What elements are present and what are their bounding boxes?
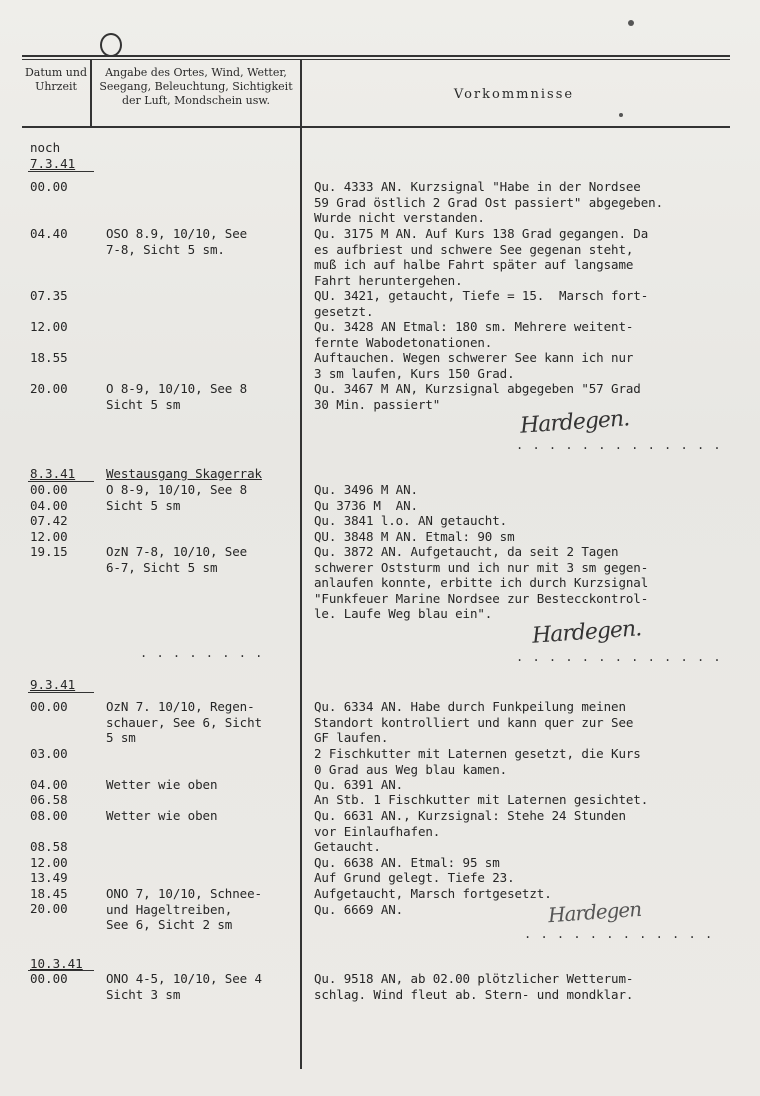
header-bottom-rule (22, 126, 730, 128)
entry-time: 18.55 (30, 350, 68, 365)
entry-time: noch (30, 140, 61, 155)
entry-conditions: OzN 7. 10/10, Regen- schauer, See 6, Sicht 5 sm (106, 699, 262, 746)
signature-icon: Hardegen (547, 896, 642, 928)
entry-time: 07.42 (30, 513, 68, 528)
entry-conditions: ONO 4-5, 10/10, See 4 Sicht 3 sm (106, 971, 262, 1002)
entry-event: Qu. 9518 AN, ab 02.00 plötzlicher Wetterum- schlag. Wind fleut ab. Stern- und mondklar. (314, 971, 634, 1002)
entry-event: Qu. 6334 AN. Habe durch Funkpeilung meinen Standort kontrolliert und kann quer zur See GF laufen. (314, 699, 634, 746)
entry-event: Getaucht. (314, 839, 381, 854)
entry-date: 10.3.41 (30, 956, 83, 971)
entry-event: An Stb. 1 Fischkutter mit Laternen gesichtet. (314, 792, 649, 807)
separator-dots: . . . . . . . . . . . . . (516, 438, 722, 452)
entry-time: 06.58 (30, 792, 68, 807)
entry-date: 7.3.41 (30, 156, 76, 171)
entry-event: Qu. 3467 M AN, Kurzsignal abgegeben "57 Grad 30 Min. passiert" (314, 381, 641, 412)
entry-conditions: Wetter wie oben (106, 808, 218, 823)
separator-dots: . . . . . . . . . . . . (524, 927, 714, 941)
entry-event: Qu. 3872 AN. Aufgetaucht, da seit 2 Tagen schwerer Oststurm und ich nur mit 3 sm gegen- anlaufen konnte, erbitte ich durch Kurzsignal "Funkfeuer Marine Nordsee zur Bestecckontrol- le. Laufe Weg blau ein". (314, 544, 649, 622)
signature-icon: Hardegen. (519, 406, 630, 439)
entry-time: 04.00 (30, 777, 68, 792)
entry-time: 08.58 (30, 839, 68, 854)
entry-time: 13.49 (30, 870, 68, 885)
entry-time: 00.00 (30, 971, 68, 986)
signature-icon: Hardegen. (531, 616, 642, 649)
entry-event: Qu. 3428 AN Etmal: 180 sm. Mehrere weitent- fernte Wabodetonationen. (314, 319, 634, 350)
punch-mark-icon (628, 20, 634, 26)
entry-time: 04.00 (30, 498, 68, 513)
entry-event: Aufgetaucht, Marsch fortgesetzt. Qu. 6669 AN. (314, 886, 552, 917)
entry-conditions: OSO 8.9, 10/10, See 7-8, Sicht 5 sm. (106, 226, 248, 257)
separator-dots: . . . . . . . . . . . . . (516, 650, 722, 664)
entry-time: 03.00 (30, 746, 68, 761)
header-top-rule-thin (22, 59, 730, 60)
entry-event: QU. 3421, getaucht, Tiefe = 15. Marsch fort- gesetzt. (314, 288, 649, 319)
entry-conditions: OzN 7-8, 10/10, See 6-7, Sicht 5 sm (106, 544, 248, 575)
entry-time: 20.00 (30, 901, 68, 916)
entry-conditions: Westausgang Skagerrak (106, 466, 262, 481)
entry-event: Qu. 3841 l.o. AN getaucht. (314, 513, 508, 528)
entry-conditions: Sicht 5 sm (106, 498, 181, 513)
entry-time: 19.15 (30, 544, 68, 559)
separator-dots: . . . . . . . . (140, 646, 264, 660)
entry-time: 04.40 (30, 226, 68, 241)
entry-event: QU. 3848 M AN. Etmal: 90 sm (314, 529, 515, 544)
circle-mark-icon (100, 33, 122, 57)
header-top-rule (22, 55, 730, 57)
entry-event: Qu. 6631 AN., Kurzsignal: Stehe 24 Stunden vor Einlaufhafen. (314, 808, 626, 839)
column-divider (300, 59, 302, 1069)
entry-time: 00.00 (30, 482, 68, 497)
entry-event: 2 Fischkutter mit Laternen gesetzt, die Kurs 0 Grad aus Weg blau kamen. (314, 746, 641, 777)
entry-time: 12.00 (30, 855, 68, 870)
entry-conditions: O 8-9, 10/10, See 8 Sicht 5 sm (106, 381, 248, 412)
entry-conditions: ONO 7, 10/10, Schnee- und Hageltreiben, See 6, Sicht 2 sm (106, 886, 262, 933)
entry-date: 8.3.41 (30, 466, 76, 481)
column-divider (90, 59, 92, 127)
punch-mark-icon (619, 113, 623, 117)
entry-time: 00.00 (30, 699, 68, 714)
entry-time: 07.35 (30, 288, 68, 303)
entry-conditions: Wetter wie oben (106, 777, 218, 792)
entry-date: 9.3.41 (30, 677, 76, 692)
entry-time: 18.45 (30, 886, 68, 901)
entry-event: Qu. 3496 M AN. (314, 482, 418, 497)
entry-time: 00.00 (30, 179, 68, 194)
entry-time: 12.00 (30, 319, 68, 334)
entry-event: Qu 3736 M AN. (314, 498, 418, 513)
entry-event: Qu. 6638 AN. Etmal: 95 sm (314, 855, 500, 870)
entry-event: Qu. 3175 M AN. Auf Kurs 138 Grad gegangen. Da es aufbriest und schwere See gegenan steht, muß ich auf halbe Fahrt später auf langsame Fahrt heruntergehen. (314, 226, 649, 288)
entry-event: Qu. 6391 AN. (314, 777, 404, 792)
header-events: Vorkommnisse (453, 87, 575, 102)
entry-time: 12.00 (30, 529, 68, 544)
entry-time: 08.00 (30, 808, 68, 823)
entry-conditions: O 8-9, 10/10, See 8 (106, 482, 248, 497)
entry-event: Qu. 4333 AN. Kurzsignal "Habe in der Nordsee 59 Grad östlich 2 Grad Ost passiert" abgegeben. Wurde nicht verstanden. (314, 179, 664, 226)
entry-event: Auf Grund gelegt. Tiefe 23. (314, 870, 515, 885)
entry-event: Auftauchen. Wegen schwerer See kann ich nur 3 sm laufen, Kurs 150 Grad. (314, 350, 634, 381)
header-conditions: Angabe des Ortes, Wind, Wetter, Seegang, Beleuchtung, Sichtigkeit der Luft, Mondschein usw. (99, 66, 293, 107)
header-date-time: Datum und Uhrzeit (24, 66, 88, 93)
entry-time: 20.00 (30, 381, 68, 396)
